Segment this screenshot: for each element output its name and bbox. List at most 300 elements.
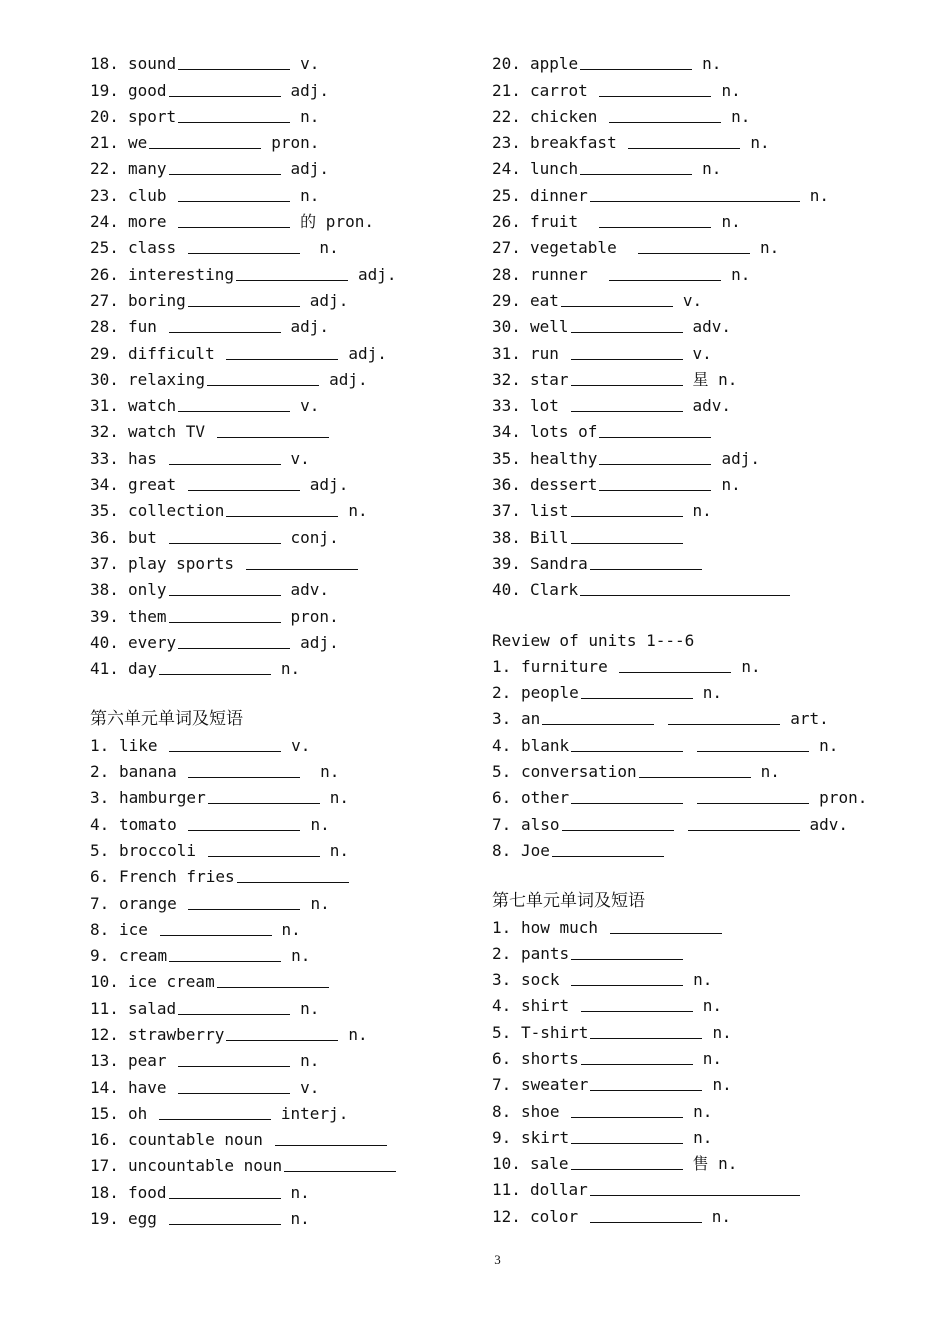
item-number: 14.	[90, 1077, 119, 1097]
answer-blank[interactable]	[688, 814, 800, 831]
item-number: 26.	[90, 264, 119, 284]
answer-blank[interactable]	[188, 237, 300, 254]
part-of-speech: n.	[721, 212, 741, 232]
answer-blank[interactable]	[590, 1206, 702, 1223]
vocab-term: salad	[128, 998, 177, 1018]
item-number: 20.	[492, 54, 521, 74]
vocab-term: watch TV	[128, 422, 215, 442]
item-number: 8.	[90, 919, 110, 939]
item-number: 3.	[90, 788, 110, 808]
vocab-term: lunch	[530, 159, 579, 179]
answer-blank[interactable]	[169, 80, 281, 97]
item-number: 28.	[492, 264, 521, 284]
answer-blank[interactable]	[178, 1050, 290, 1067]
vocab-term: furniture	[521, 656, 618, 676]
vocab-term: many	[128, 159, 167, 179]
item-number: 31.	[90, 396, 119, 416]
vocab-row	[90, 1124, 470, 1150]
vocab-term: play sports	[128, 553, 244, 573]
answer-blank[interactable]	[571, 369, 683, 386]
item-number: 37.	[90, 553, 119, 573]
vocab-row	[90, 179, 470, 205]
vocab-row	[90, 495, 470, 521]
vocab-row	[90, 548, 470, 574]
answer-blank[interactable]	[169, 158, 281, 175]
answer-blank[interactable]	[571, 527, 683, 544]
vocab-term: healthy	[530, 448, 598, 468]
vocab-row	[492, 1069, 912, 1095]
answer-blank[interactable]	[217, 421, 329, 438]
part-of-speech: n.	[721, 80, 741, 100]
part-of-speech: v.	[291, 735, 311, 755]
answer-blank[interactable]	[599, 421, 711, 438]
item-number: 6.	[90, 867, 110, 887]
item-number: 4.	[492, 996, 512, 1016]
answer-blank[interactable]	[580, 579, 790, 596]
answer-blank[interactable]	[188, 814, 300, 831]
answer-blank[interactable]	[169, 735, 281, 752]
answer-blank[interactable]	[571, 1153, 683, 1170]
vocab-term: food	[128, 1182, 167, 1202]
item-number: 3.	[492, 970, 512, 990]
answer-blank[interactable]	[169, 606, 281, 623]
vocab-row	[90, 48, 470, 74]
vocab-term: but	[128, 527, 167, 547]
vocab-row	[492, 48, 912, 74]
answer-blank[interactable]	[178, 632, 290, 649]
vocab-row	[90, 1019, 470, 1045]
item-number: 23.	[492, 133, 521, 153]
vocab-row	[492, 1016, 912, 1042]
vocab-term: interesting	[128, 264, 234, 284]
answer-blank[interactable]	[169, 316, 281, 333]
vocab-row	[90, 1203, 470, 1229]
vocab-row	[492, 808, 912, 834]
vocab-term: difficult	[128, 343, 225, 363]
answer-blank[interactable]	[628, 132, 740, 149]
part-of-speech: adj.	[348, 343, 387, 363]
answer-blank[interactable]	[178, 106, 290, 123]
answer-blank[interactable]	[169, 527, 281, 544]
vocab-row	[90, 940, 470, 966]
item-number: 40.	[492, 580, 521, 600]
part-of-speech: v.	[300, 396, 320, 416]
vocab-term: class	[128, 238, 186, 258]
part-of-speech: adj.	[290, 80, 330, 100]
item-number: 10.	[90, 972, 119, 992]
answer-blank[interactable]	[619, 656, 731, 673]
vocab-row	[492, 938, 912, 964]
vocab-term: eat	[530, 290, 559, 310]
item-number: 33.	[90, 448, 119, 468]
part-of-speech: n.	[300, 185, 320, 205]
part-of-speech: n.	[693, 1127, 713, 1147]
vocab-row	[90, 1176, 470, 1202]
answer-blank[interactable]	[599, 211, 711, 228]
part-of-speech: n.	[712, 1022, 732, 1042]
vocab-term: sport	[128, 106, 177, 126]
vocab-row	[90, 232, 470, 258]
part-of-speech: n.	[750, 133, 770, 153]
item-number: 16.	[90, 1130, 119, 1150]
part-of-speech: v.	[300, 1077, 320, 1097]
vocab-row	[492, 1095, 912, 1121]
part-of-speech: n.	[300, 106, 320, 126]
answer-blank[interactable]	[169, 448, 281, 465]
vocab-row	[492, 651, 912, 677]
part-of-speech: n.	[348, 1024, 368, 1044]
item-number: 5.	[492, 762, 512, 782]
answer-blank[interactable]	[284, 1155, 396, 1172]
answer-blank[interactable]	[237, 866, 349, 883]
answer-blank[interactable]	[178, 1077, 290, 1094]
item-number: 34.	[492, 422, 521, 442]
vocab-row	[492, 206, 912, 232]
answer-blank[interactable]	[236, 264, 348, 281]
answer-blank[interactable]	[571, 735, 683, 752]
answer-blank[interactable]	[246, 553, 358, 570]
answer-blank[interactable]	[609, 106, 721, 123]
item-number: 8.	[492, 840, 512, 860]
item-number: 11.	[90, 998, 119, 1018]
vocab-row	[90, 835, 470, 861]
answer-blank[interactable]	[208, 840, 320, 857]
vocab-term: Joe	[521, 840, 550, 860]
answer-blank[interactable]	[160, 919, 272, 936]
part-of-speech: n.	[693, 1101, 713, 1121]
vocab-row	[90, 887, 470, 913]
part-of-speech: n.	[809, 185, 830, 205]
vocab-term: tomato	[119, 814, 187, 834]
answer-blank[interactable]	[226, 500, 338, 517]
answer-blank[interactable]	[178, 998, 290, 1015]
item-number: 23.	[90, 185, 119, 205]
item-number: 21.	[492, 80, 521, 100]
item-number: 41.	[90, 659, 119, 679]
answer-blank[interactable]	[571, 500, 683, 517]
answer-blank[interactable]	[571, 969, 683, 986]
answer-blank[interactable]	[571, 943, 683, 960]
vocab-term: dinner	[530, 185, 588, 205]
answer-blank[interactable]	[580, 158, 692, 175]
vocab-term: fruit	[530, 212, 598, 232]
part-of-speech: n.	[712, 1075, 732, 1095]
vocab-term: has	[128, 448, 167, 468]
vocab-row	[90, 574, 470, 600]
item-number: 24.	[492, 159, 521, 179]
vocab-row	[492, 101, 912, 127]
answer-blank[interactable]	[697, 787, 809, 804]
page-number: 3	[494, 1252, 501, 1267]
item-number: 9.	[492, 1127, 512, 1147]
item-number: 18.	[90, 54, 119, 74]
answer-blank[interactable]	[590, 1074, 702, 1091]
part-of-speech: adj.	[290, 317, 330, 337]
part-of-speech: adv.	[809, 814, 849, 834]
part-of-speech: n.	[290, 1209, 310, 1229]
answer-blank[interactable]	[590, 553, 702, 570]
vocab-term: orange	[119, 893, 187, 913]
vocab-term: have	[128, 1077, 177, 1097]
vocab-row	[492, 964, 912, 990]
item-number: 27.	[90, 290, 119, 310]
vocab-term: hamburger	[119, 788, 206, 808]
item-number: 30.	[90, 369, 119, 389]
vocab-term: like	[119, 735, 168, 755]
answer-blank[interactable]	[188, 290, 300, 307]
part-of-speech: 的 pron.	[300, 212, 374, 232]
vocab-row	[492, 548, 912, 574]
vocab-term: good	[128, 80, 167, 100]
answer-blank[interactable]	[590, 185, 800, 202]
answer-blank[interactable]	[178, 395, 290, 412]
vocab-term: shorts	[521, 1048, 579, 1068]
answer-blank[interactable]	[610, 917, 722, 934]
answer-blank[interactable]	[169, 579, 281, 596]
item-number: 12.	[492, 1206, 521, 1226]
unit7-list-a	[492, 911, 912, 1148]
answer-blank[interactable]	[169, 1182, 281, 1199]
item-number: 38.	[90, 580, 119, 600]
vocab-term: Bill	[530, 527, 569, 547]
item-number: 39.	[90, 606, 119, 626]
item-number: 39.	[492, 553, 521, 573]
part-of-speech: n.	[310, 814, 330, 834]
answer-blank[interactable]	[275, 1129, 387, 1146]
answer-blank[interactable]	[599, 80, 711, 97]
answer-blank[interactable]	[571, 395, 683, 412]
answer-blank[interactable]	[226, 343, 338, 360]
part-of-speech: n.	[310, 762, 340, 782]
item-number: 18.	[90, 1182, 119, 1202]
vocab-row	[492, 1148, 912, 1174]
item-number: 36.	[492, 475, 521, 495]
part-of-speech: n.	[711, 1206, 732, 1226]
vocab-row	[90, 206, 470, 232]
answer-blank[interactable]	[159, 658, 271, 675]
vocab-row	[492, 990, 912, 1016]
part-of-speech: 售 n.	[692, 1154, 738, 1174]
answer-blank[interactable]	[188, 761, 300, 778]
answer-blank[interactable]	[208, 787, 320, 804]
vocab-term: ice cream	[128, 972, 215, 992]
vocab-term: well	[530, 317, 569, 337]
unit6-heading: 第六单元单词及短语	[90, 709, 243, 730]
answer-blank[interactable]	[542, 708, 654, 725]
part-of-speech: n.	[329, 788, 349, 808]
answer-blank[interactable]	[580, 53, 692, 70]
answer-blank[interactable]	[599, 474, 711, 491]
answer-blank[interactable]	[178, 53, 290, 70]
answer-blank[interactable]	[609, 264, 721, 281]
vocab-term: breakfast	[530, 133, 627, 153]
item-number: 8.	[492, 1101, 512, 1121]
vocab-term: other	[521, 788, 570, 808]
answer-blank[interactable]	[149, 132, 261, 149]
vocab-term: French fries	[119, 867, 235, 887]
vocab-term: shoe	[521, 1101, 570, 1121]
answer-blank[interactable]	[169, 945, 281, 962]
vocab-term: sound	[128, 54, 177, 74]
part-of-speech: conj.	[290, 527, 339, 547]
part-of-speech: n.	[759, 238, 780, 258]
item-number: 25.	[90, 238, 119, 258]
answer-blank[interactable]	[599, 448, 711, 465]
vocab-term: only	[128, 580, 167, 600]
answer-blank[interactable]	[668, 708, 780, 725]
item-number: 37.	[492, 501, 521, 521]
answer-blank[interactable]	[159, 1103, 271, 1120]
part-of-speech: n.	[329, 840, 349, 860]
item-number: 7.	[492, 1075, 512, 1095]
item-number: 12.	[90, 1024, 119, 1044]
item-number: 33.	[492, 396, 521, 416]
item-number: 6.	[492, 788, 512, 808]
vocab-row	[90, 861, 470, 887]
unit7-heading: 第七单元单词及短语	[492, 891, 645, 912]
vocab-row	[492, 442, 912, 468]
vocab-term: shirt	[521, 996, 579, 1016]
vocab-term: Sandra	[530, 553, 588, 573]
answer-blank[interactable]	[178, 185, 290, 202]
vocab-row	[492, 756, 912, 782]
item-number: 35.	[492, 448, 521, 468]
vocab-row	[90, 390, 470, 416]
item-number: 11.	[492, 1180, 521, 1200]
vocab-row	[492, 677, 912, 703]
vocab-term: oh	[128, 1103, 157, 1123]
item-number: 22.	[492, 106, 521, 126]
item-number: 28.	[90, 317, 119, 337]
part-of-speech: pron.	[271, 133, 320, 153]
vocab-term: run	[530, 343, 569, 363]
vocab-term: watch	[128, 396, 177, 416]
part-of-speech: pron.	[290, 606, 339, 626]
vocab-row	[90, 992, 470, 1018]
item-number: 24.	[90, 212, 119, 232]
vocab-term: countable noun	[128, 1130, 273, 1150]
vocab-term: we	[128, 133, 148, 153]
vocab-term: also	[521, 814, 560, 834]
vocab-row	[90, 600, 470, 626]
vocab-row	[492, 337, 912, 363]
vocab-row	[492, 285, 912, 311]
vocab-term: list	[530, 501, 569, 521]
answer-blank[interactable]	[590, 1022, 702, 1039]
answer-blank[interactable]	[169, 1208, 281, 1225]
part-of-speech: adj.	[721, 448, 760, 468]
vocab-row	[90, 521, 470, 547]
vocab-term: dollar	[530, 1180, 588, 1200]
item-number: 32.	[90, 422, 119, 442]
answer-blank[interactable]	[561, 290, 673, 307]
item-number: 38.	[492, 527, 521, 547]
answer-blank[interactable]	[638, 237, 750, 254]
vocab-term: fun	[128, 317, 167, 337]
vocab-row	[492, 1122, 912, 1148]
vocab-term: day	[128, 659, 157, 679]
answer-blank[interactable]	[571, 316, 683, 333]
part-of-speech: adv.	[692, 396, 732, 416]
answer-blank[interactable]	[581, 995, 693, 1012]
item-number: 6.	[492, 1048, 512, 1068]
vocab-row	[90, 127, 470, 153]
answer-blank[interactable]	[571, 343, 683, 360]
part-of-speech: n.	[721, 475, 741, 495]
part-of-speech: n.	[300, 998, 320, 1018]
answer-blank[interactable]	[562, 814, 674, 831]
item-number: 1.	[90, 735, 110, 755]
vocab-row	[90, 1071, 470, 1097]
answer-blank[interactable]	[226, 1024, 338, 1041]
part-of-speech: n.	[702, 54, 722, 74]
part-of-speech: n.	[281, 919, 301, 939]
vocab-row	[90, 782, 470, 808]
vocab-row	[90, 337, 470, 363]
item-number: 26.	[492, 212, 521, 232]
vocab-term: egg	[128, 1209, 167, 1229]
item-number: 2.	[90, 762, 110, 782]
answer-blank[interactable]	[571, 1101, 683, 1118]
part-of-speech: 星 n.	[692, 369, 738, 389]
vocab-row	[90, 416, 470, 442]
vocab-row	[492, 1200, 912, 1226]
vocab-row	[492, 258, 912, 284]
answer-blank[interactable]	[639, 761, 751, 778]
item-number: 29.	[90, 343, 119, 363]
vocab-row	[90, 808, 470, 834]
vocab-row	[492, 835, 912, 861]
vocab-row	[492, 911, 912, 937]
answer-blank[interactable]	[590, 1179, 800, 1196]
vocab-term: broccoli	[119, 840, 206, 860]
vocab-row	[90, 258, 470, 284]
left-column	[90, 48, 470, 1229]
vocab-term: strawberry	[128, 1024, 225, 1044]
answer-blank[interactable]	[697, 735, 809, 752]
answer-blank[interactable]	[571, 787, 683, 804]
answer-blank[interactable]	[188, 474, 300, 491]
vocab-row	[90, 101, 470, 127]
part-of-speech: adj.	[357, 264, 397, 284]
item-number: 1.	[492, 656, 512, 676]
answer-blank[interactable]	[552, 840, 664, 857]
answer-blank[interactable]	[178, 211, 290, 228]
vocab-row	[492, 416, 912, 442]
vocab-row	[90, 285, 470, 311]
answer-blank[interactable]	[207, 369, 319, 386]
answer-blank[interactable]	[571, 1127, 683, 1144]
answer-blank[interactable]	[581, 1048, 693, 1065]
vocab-row	[492, 1043, 912, 1069]
vocab-row	[90, 627, 470, 653]
vocab-row	[90, 74, 470, 100]
review-list	[492, 651, 912, 861]
vocab-term: color	[530, 1206, 588, 1226]
answer-blank[interactable]	[188, 893, 300, 910]
vocab-row	[492, 390, 912, 416]
vocab-term: sale	[530, 1154, 569, 1174]
vocab-row	[492, 469, 912, 495]
answer-blank[interactable]	[217, 971, 329, 988]
vocab-term: skirt	[521, 1127, 570, 1147]
item-number: 25.	[492, 185, 521, 205]
answer-blank[interactable]	[581, 682, 693, 699]
part-of-speech: n.	[309, 238, 339, 258]
part-of-speech: adj.	[290, 159, 330, 179]
vocab-term: pear	[128, 1051, 177, 1071]
vocab-term: an	[521, 709, 541, 729]
